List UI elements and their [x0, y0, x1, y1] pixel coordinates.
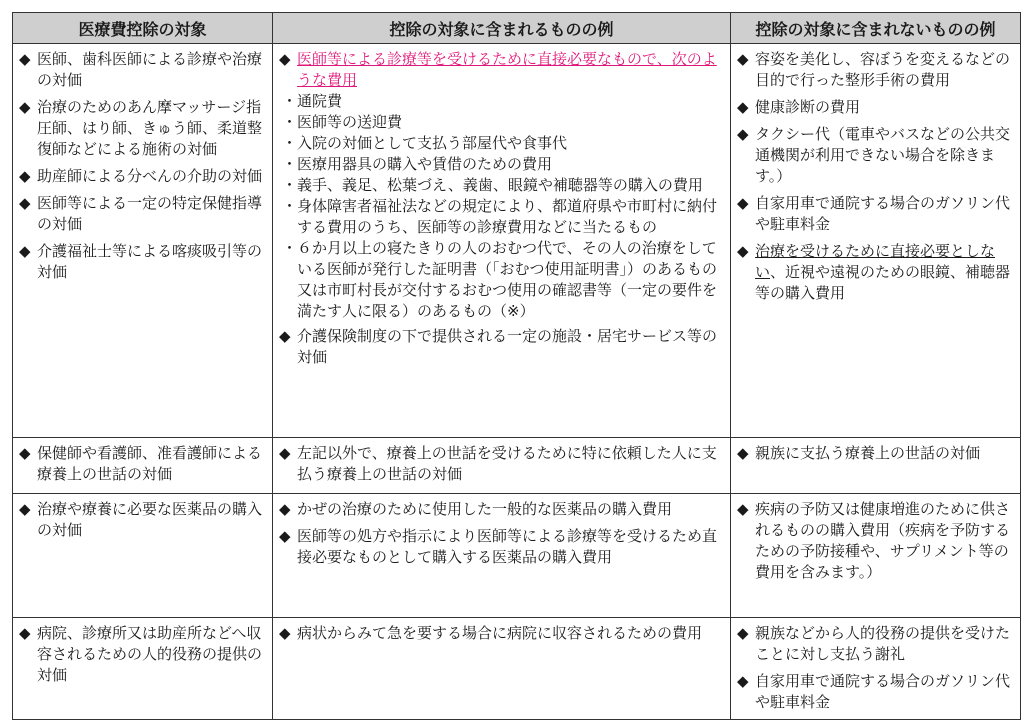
list-item: ◆ 介護福祉士等による喀痰吸引等の対価	[19, 242, 263, 281]
sub-item: ・ 医療用器具の購入や賃借のための費用	[282, 155, 553, 173]
included-cell	[273, 618, 731, 720]
dot-bullet-icon: ・	[282, 197, 298, 215]
diamond-bullet-icon: ◆	[737, 125, 749, 143]
medical-deduction-table	[12, 12, 1021, 720]
diamond-bullet-icon: ◆	[737, 98, 749, 116]
diamond-bullet-icon: ◆	[737, 624, 749, 642]
list-item: ◆ かぜの治療のために使用した一般的な医薬品の購入費用	[279, 500, 673, 518]
diamond-bullet-icon: ◆	[19, 194, 31, 212]
target-cell	[13, 44, 273, 438]
diamond-bullet-icon: ◆	[279, 624, 291, 642]
list-item: ◆ 助産師による分べんの介助の対価	[19, 167, 263, 185]
diamond-bullet-icon: ◆	[279, 444, 291, 462]
list-item: ◆ 介護保険制度の下で提供される一定の施設・居宅サービス等の対価	[279, 327, 718, 366]
sub-item: ・ ６か月以上の寝たきりの人のおむつ代で、その人の治療をしている医師が発行した証明書（「おむつ使用証明書」）のあるもの又は市町村長が交付するおむつ使用の確認書等（一定の要件を満たす人に限る）のあるもの（※）	[282, 239, 718, 320]
table-row	[13, 44, 1021, 438]
list-item: ◆ 治療のためのあん摩マッサージ指圧師、はり師、きゅう師、柔道整復師などによる施術の対価	[19, 98, 263, 158]
list-item: ◆ 医師、歯科医師による診療や治療の対価	[19, 50, 263, 89]
list-item: ◆ 疾病の予防又は健康増進のために供されるものの購入費用（疾病を予防するための予防接種や、サプリメント等の費用を含みます。）	[737, 500, 1011, 581]
header-included-examples: 控除の対象に含まれるものの例	[273, 13, 731, 44]
target-cell	[13, 494, 273, 618]
table-row	[13, 618, 1021, 720]
diamond-bullet-icon: ◆	[737, 242, 749, 260]
header-excluded-examples: 控除の対象に含まれないものの例	[731, 13, 1021, 44]
list-item: ◆ 左記以外で、療養上の世話を受けるために特に依頼した人に支払う療養上の世話の対価	[279, 444, 717, 483]
included-cell	[273, 494, 731, 618]
dot-bullet-icon: ・	[282, 113, 298, 131]
diamond-bullet-icon: ◆	[279, 50, 291, 68]
sub-item: ・ 通院費	[282, 92, 343, 110]
diamond-bullet-icon: ◆	[19, 167, 31, 185]
list-item: ◆ 自家用車で通院する場合のガソリン代や駐車料金	[737, 194, 1011, 233]
excluded-cell	[731, 438, 1021, 494]
list-item: ◆ 親族などから人的役務の提供を受けたことに対し支払う謝礼	[737, 624, 1011, 663]
list-item: ◆ 親族に支払う療養上の世話の対価	[737, 444, 981, 462]
list-item: ◆ 医師等の処方や指示により医師等による診療等を受けるため直接必要なものとして購入する医薬品の購入費用	[279, 527, 718, 566]
diamond-bullet-icon: ◆	[737, 500, 749, 518]
list-item: ◆ 病院、診療所又は助産所などへ収容されるための人的役務の提供の対価	[19, 624, 263, 684]
list-item	[279, 49, 724, 91]
deduction-table-container	[12, 12, 1020, 718]
underlined-text: 治療を受けるために直接必要としない	[755, 242, 996, 281]
sub-item: ・ 医師等の送迎費	[282, 113, 403, 131]
table-row	[13, 438, 1021, 494]
diamond-bullet-icon: ◆	[19, 500, 31, 518]
diamond-bullet-icon: ◆	[737, 50, 749, 68]
diamond-bullet-icon: ◆	[737, 672, 749, 690]
dot-bullet-icon: ・	[282, 92, 298, 110]
header-row	[13, 13, 1021, 44]
dot-bullet-icon: ・	[282, 155, 298, 173]
diamond-bullet-icon: ◆	[737, 194, 749, 212]
list-item: ◆ 自家用車で通院する場合のガソリン代や駐車料金	[737, 672, 1011, 711]
diamond-bullet-icon: ◆	[737, 444, 749, 462]
target-cell	[13, 438, 273, 494]
sub-item: ・ 義手、義足、松葉づえ、義歯、眼鏡や補聴器等の購入の費用	[282, 176, 703, 194]
list-item: ◆ タクシー代（電車やバスなどの公共交通機関が利用できない場合を除きます。）	[737, 125, 1011, 185]
highlighted-lead-text: 医師等による診療等を受けるために直接必要なもので、次のような費用	[297, 50, 717, 89]
diamond-bullet-icon: ◆	[19, 444, 31, 462]
excluded-cell	[731, 618, 1021, 720]
list-item: ◆ 医師等による一定の特定保健指導の対価	[19, 194, 263, 233]
diamond-bullet-icon: ◆	[19, 98, 31, 116]
diamond-bullet-icon: ◆	[279, 500, 291, 518]
sub-item: ・ 入院の対価として支払う部屋代や食事代	[282, 134, 568, 152]
included-cell	[273, 438, 731, 494]
list-item: ◆ 保健師や看護師、准看護師による療養上の世話の対価	[19, 444, 263, 483]
dot-bullet-icon: ・	[282, 176, 298, 194]
excluded-cell	[731, 44, 1021, 438]
included-cell	[273, 44, 731, 438]
table-row	[13, 494, 1021, 618]
list-item: ◆ 病状からみて急を要する場合に病院に収容されるための費用	[279, 624, 703, 642]
diamond-bullet-icon: ◆	[279, 527, 291, 545]
diamond-bullet-icon: ◆	[279, 327, 291, 345]
diamond-bullet-icon: ◆	[19, 50, 31, 68]
diamond-bullet-icon: ◆	[19, 242, 31, 260]
sub-item: ・ 身体障害者福祉法などの規定により、都道府県や市町村に納付する費用のうち、医師等の診療費用などに当たるもの	[282, 197, 718, 236]
list-item: ◆ 容姿を美化し、容ぼうを変えるなどの目的で行った整形手術の費用	[737, 50, 1011, 89]
dot-bullet-icon: ・	[282, 239, 298, 257]
target-cell	[13, 618, 273, 720]
list-item: ◆ 治療を受けるために直接必要としない、近視や遠視のための眼鏡、補聴器等の購入費用	[737, 242, 1011, 302]
excluded-cell	[731, 494, 1021, 618]
list-item: ◆ 健康診断の費用	[737, 98, 861, 116]
list-item: ◆ 治療や療養に必要な医薬品の購入の対価	[19, 500, 263, 539]
dot-bullet-icon: ・	[282, 134, 298, 152]
header-target: 医療費控除の対象	[13, 13, 273, 44]
sub-list	[279, 91, 724, 322]
diamond-bullet-icon: ◆	[19, 624, 31, 642]
